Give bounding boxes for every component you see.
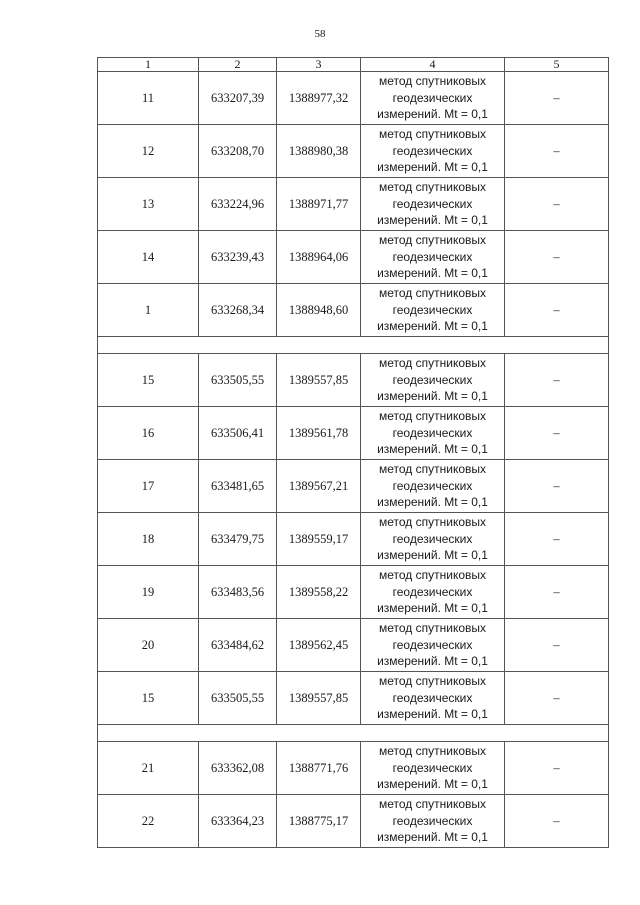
method-cell [361,178,505,231]
method-cell [361,566,505,619]
method-text-line-3: измерений. Mt = 0,1 [377,442,488,457]
y-coordinate-cell: 1388971,77 [277,178,361,231]
x-coordinate-cell: 633484,62 [199,619,277,672]
method-text-line-3: измерений. Mt = 0,1 [377,107,488,122]
method-text-line-3: измерений. Mt = 0,1 [377,654,488,669]
method-text-line-2: геодезических [392,584,473,599]
method-text-line-2: геодезических [392,90,473,105]
separator-cell [98,725,609,742]
point-number-cell: 12 [98,125,199,178]
x-coordinate-cell: 633239,43 [199,231,277,284]
x-coordinate-cell: 633505,55 [199,354,277,407]
method-text-line-2: геодезических [392,478,473,493]
method-text-line-2: геодезических [392,143,473,158]
table-row [98,178,609,231]
point-number-cell: 13 [98,178,199,231]
method-text-line-3: измерений. Mt = 0,1 [377,707,488,722]
table-row [98,672,609,725]
method-text-line-2: геодезических [392,302,473,317]
dash-cell: – [505,513,609,566]
method-text-line-1: метод спутниковых [378,286,486,301]
dash-cell: – [505,742,609,795]
method-cell [361,513,505,566]
coordinates-table [97,57,609,848]
x-coordinate-cell: 633483,56 [199,566,277,619]
y-coordinate-cell: 1388964,06 [277,231,361,284]
y-coordinate-cell: 1389561,78 [277,407,361,460]
method-text-line-1: метод спутниковых [378,674,486,689]
table-row [98,231,609,284]
method-text-line-1: метод спутниковых [378,462,486,477]
x-coordinate-cell: 633481,65 [199,460,277,513]
x-coordinate-cell: 633207,39 [199,72,277,125]
x-coordinate-cell: 633479,75 [199,513,277,566]
method-text-line-3: измерений. Mt = 0,1 [377,777,488,792]
table-row [98,354,609,407]
method-text-line-1: метод спутниковых [378,180,486,195]
block-separator-row [98,725,609,742]
method-cell [361,231,505,284]
method-text-line-1: метод спутниковых [378,356,486,371]
method-text-line-1: метод спутниковых [378,568,486,583]
method-text-line-1: метод спутниковых [378,744,486,759]
method-text-line-3: измерений. Mt = 0,1 [377,160,488,175]
method-text-line-1: метод спутниковых [378,74,486,89]
method-cell [361,460,505,513]
dash-cell: – [505,460,609,513]
table-row [98,513,609,566]
point-number-cell: 19 [98,566,199,619]
dash-cell: – [505,284,609,337]
point-number-cell: 15 [98,672,199,725]
x-coordinate-cell: 633506,41 [199,407,277,460]
method-text-line-2: геодезических [392,760,473,775]
table-row [98,619,609,672]
method-text-line-1: метод спутниковых [378,233,486,248]
method-text-line-3: измерений. Mt = 0,1 [377,266,488,281]
header-col-3: 3 [277,58,361,72]
table-body [98,72,609,848]
method-text-line-1: метод спутниковых [378,127,486,142]
table-header-row [98,58,609,72]
x-coordinate-cell: 633505,55 [199,672,277,725]
method-cell [361,795,505,848]
y-coordinate-cell: 1389558,22 [277,566,361,619]
point-number-cell: 21 [98,742,199,795]
table-row [98,460,609,513]
y-coordinate-cell: 1389567,21 [277,460,361,513]
y-coordinate-cell: 1388980,38 [277,125,361,178]
method-text-line-2: геодезических [392,196,473,211]
dash-cell: – [505,125,609,178]
page-number: 58 [314,28,326,40]
method-cell [361,619,505,672]
point-number-cell: 22 [98,795,199,848]
header-col-1: 1 [98,58,199,72]
point-number-cell: 15 [98,354,199,407]
point-number-cell: 18 [98,513,199,566]
method-cell [361,125,505,178]
method-text-line-2: геодезических [392,425,473,440]
method-text-line-2: геодезических [392,372,473,387]
method-text-line-2: геодезических [392,690,473,705]
x-coordinate-cell: 633208,70 [199,125,277,178]
y-coordinate-cell: 1388977,32 [277,72,361,125]
method-cell [361,742,505,795]
table-row [98,284,609,337]
dash-cell: – [505,354,609,407]
point-number-cell: 20 [98,619,199,672]
method-text-line-3: измерений. Mt = 0,1 [377,830,488,845]
y-coordinate-cell: 1388775,17 [277,795,361,848]
method-text-line-3: измерений. Mt = 0,1 [377,548,488,563]
x-coordinate-cell: 633224,96 [199,178,277,231]
dash-cell: – [505,72,609,125]
method-text-line-3: измерений. Mt = 0,1 [377,389,488,404]
table-row [98,72,609,125]
x-coordinate-cell: 633362,08 [199,742,277,795]
table-row [98,742,609,795]
dash-cell: – [505,795,609,848]
y-coordinate-cell: 1389559,17 [277,513,361,566]
header-col-4: 4 [361,58,505,72]
method-cell [361,407,505,460]
x-coordinate-cell: 633364,23 [199,795,277,848]
y-coordinate-cell: 1389557,85 [277,354,361,407]
x-coordinate-cell: 633268,34 [199,284,277,337]
method-text-line-1: метод спутниковых [378,515,486,530]
table-row [98,566,609,619]
method-text-line-1: метод спутниковых [378,621,486,636]
method-text-line-3: измерений. Mt = 0,1 [377,213,488,228]
method-text-line-2: геодезических [392,531,473,546]
method-cell [361,284,505,337]
dash-cell: – [505,566,609,619]
method-text-line-2: геодезических [392,249,473,264]
method-text-line-1: метод спутниковых [378,409,486,424]
block-separator-row [98,337,609,354]
method-cell [361,354,505,407]
method-text-line-3: измерений. Mt = 0,1 [377,495,488,510]
point-number-cell: 11 [98,72,199,125]
point-number-cell: 16 [98,407,199,460]
point-number-cell: 14 [98,231,199,284]
dash-cell: – [505,231,609,284]
y-coordinate-cell: 1388771,76 [277,742,361,795]
table-row [98,125,609,178]
point-number-cell: 1 [98,284,199,337]
y-coordinate-cell: 1389557,85 [277,672,361,725]
method-text-line-3: измерений. Mt = 0,1 [377,319,488,334]
y-coordinate-cell: 1388948,60 [277,284,361,337]
method-cell [361,72,505,125]
method-text-line-1: метод спутниковых [378,797,486,812]
point-number-cell: 17 [98,460,199,513]
method-text-line-3: измерений. Mt = 0,1 [377,601,488,616]
separator-cell [98,337,609,354]
dash-cell: – [505,672,609,725]
method-cell [361,672,505,725]
dash-cell: – [505,407,609,460]
table-row [98,795,609,848]
header-col-2: 2 [199,58,277,72]
dash-cell: – [505,619,609,672]
method-text-line-2: геодезических [392,637,473,652]
dash-cell: – [505,178,609,231]
method-text-line-2: геодезических [392,813,473,828]
y-coordinate-cell: 1389562,45 [277,619,361,672]
header-col-5: 5 [505,58,609,72]
table-row [98,407,609,460]
